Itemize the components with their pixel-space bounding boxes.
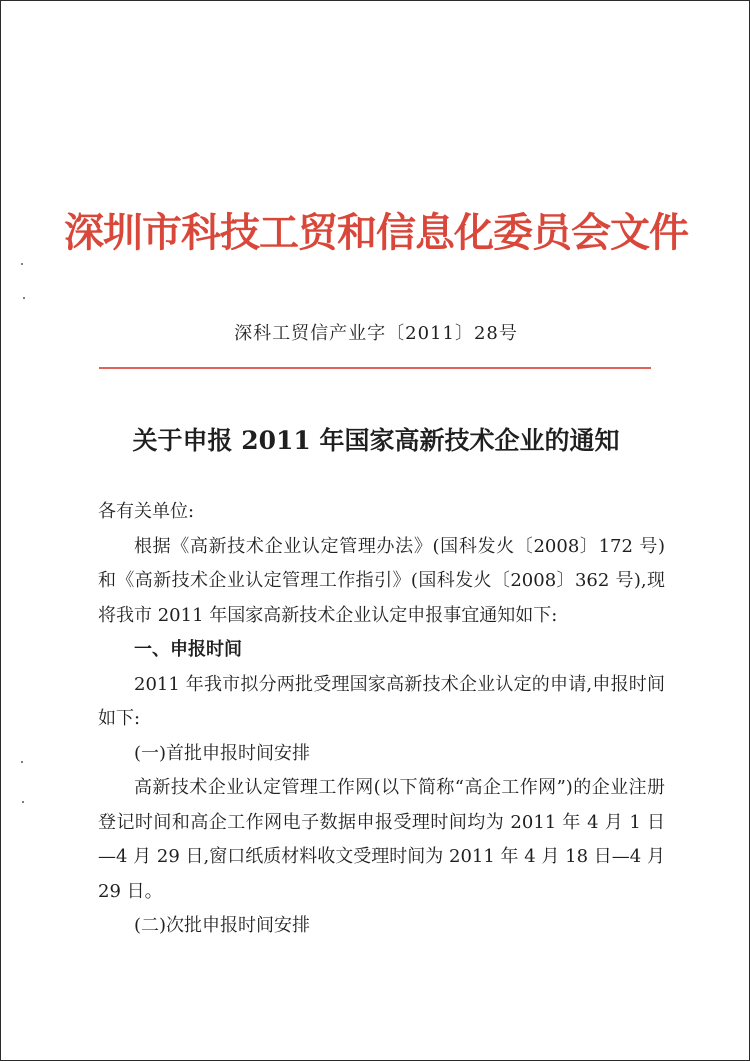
subsection-heading-second-batch: (二)次批申报时间安排 <box>134 915 311 936</box>
notice-title: 关于申报 2011 年国家高新技术企业的通知 <box>132 426 620 455</box>
scan-speck <box>23 297 25 299</box>
section-paragraph-application-time: 2011 年我市拟分两批受理国家高新技术企业认定的申请,申报时间如下: <box>98 673 665 729</box>
scan-speck <box>21 761 23 763</box>
notice-body <box>98 495 665 944</box>
subsection-heading-first-batch: (一)首批申报时间安排 <box>134 742 311 764</box>
red-divider <box>99 367 651 369</box>
agency-title: 深圳市科技工贸和信息化委员会文件 <box>64 209 688 256</box>
subsection-paragraph-first-batch: 高新技术企业认定管理工作网(以下简称“高企工作网”)的企业注册登记时间和高企工作网电子数据申报受理时间均为 2011 年 4 月 1 日—4 月 29 日,窗口纸质材料收文受理时间为 2011 年 4 月 18 日—4 月 29 日。 <box>98 777 665 902</box>
intro-paragraph: 根据《高新技术企业认定管理办法》(国科发火〔2008〕172 号)和《高新技术企业认定管理工作指引》(国科发火〔2008〕362 号),现将我市 2011 年国家高新技术企业认定申报事宜通知如下: <box>98 535 665 626</box>
scan-speck <box>21 263 23 265</box>
scan-speck <box>22 801 24 803</box>
section-heading-application-time: 一、申报时间 <box>134 639 242 660</box>
document-number: 深科工贸信产业字〔2011〕28号 <box>234 323 518 344</box>
salutation: 各有关单位: <box>98 501 195 522</box>
